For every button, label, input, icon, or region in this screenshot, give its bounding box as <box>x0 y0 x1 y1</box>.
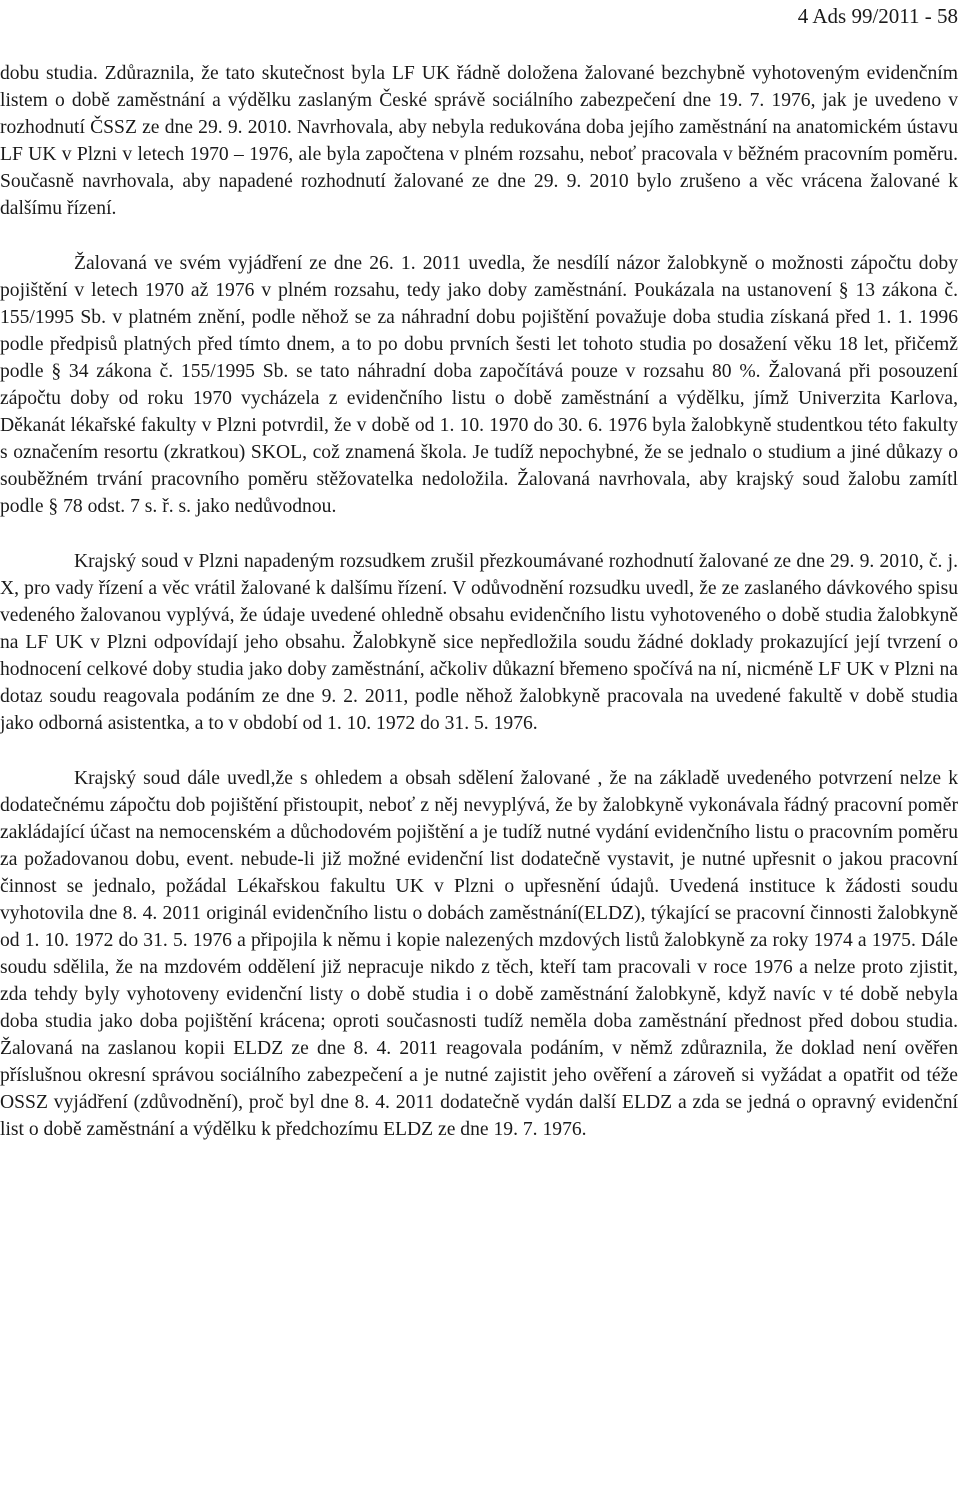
paragraph-1: dobu studia. Zdůraznila, že tato skutečnost byla LF UK řádně doložena žalované bezchybně vyhotoveným evidenčním listem o době zaměstnání a výdělku zaslaným České správě sociálního zabezpečení dne 19. 7. 1976, jak je uvedeno v rozhodnutí ČSSZ ze dne 29. 9. 2010. Navrhovala, aby nebyla redukována doba jejího zaměstnání na anatomickém ústavu LF UK v Plzni v letech 1970 – 1976, ale byla započtena v plném rozsahu, neboť pracovala v běžném pracovním poměru. Současně navrhovala, aby napadené rozhodnutí žalované ze dne 29. 9. 2010 bylo zrušeno a věc vrácena žalované k dalšímu řízení. <box>0 63 958 219</box>
document-body <box>0 60 958 1143</box>
paragraph-2: Žalovaná ve svém vyjádření ze dne 26. 1. 2011 uvedla, že nesdílí názor žalobkyně o možnosti zápočtu doby pojištění v letech 1970 až 1976 v plném rozsahu, tedy jako doby zaměstnání. Poukázala na ustanovení § 13 zákona č. 155/1995 Sb. v platném znění, podle něhož se za náhradní dobu pojištění považuje doba studia získaná před 1. 1. 1996 podle předpisů platných před tímto dnem, a to po dobu prvních šesti let tohoto studia po dosažení věku 18 let, přičemž podle § 34 zákona č. 155/1995 Sb. se tato náhradní doba započítává pouze v rozsahu 80 %. Žalovaná při posouzení zápočtu doby od roku 1970 vycházela z evidenčního listu o době zaměstnání a výdělku, jímž Univerzita Karlova, Děkanát lékařské fakulty v Plzni potvrdil, že v době od 1. 10. 1970 do 30. 6. 1976 byla žalobkyně studentkou této fakulty s označením resortu (zkratkou) SKOL, což znamená škola. Je tudíž nepochybné, že se jednalo o studium a jiné důkazy o souběžném trvání pracovního poměru stěžovatelka nedoložila. Žalovaná navrhovala, aby krajský soud žalobu zamítl podle § 78 odst. 7 s. ř. s. jako nedůvodnou. <box>0 253 958 517</box>
paragraph-4: Krajský soud dále uvedl,že s ohledem a obsah sdělení žalované , že na základě uvedeného potvrzení nelze k dodatečnému zápočtu dob pojištění přistoupit, neboť z něj nevyplývá, že by žalobkyně vykonávala řádný pracovní poměr zakládající účast na nemocenském a důchodovém pojištění a je tudíž nutné vydání evidenčního listu o pracovním poměru za požadovanou dobu, event. nebude-li již možné evidenční list dodatečně vystavit, je nutné upřesnit o jakou pracovní činnost se jednalo, požádal Lékařskou fakultu UK v Plzni o upřesnění údajů. Uvedená instituce k žádosti soudu vyhotovila dne 8. 4. 2011 originál evidenčního listu o dobách zaměstnání(ELDZ), týkající se pracovní činnosti žalobkyně od 1. 10. 1972 do 31. 5. 1976 a připojila k němu i kopie nalezených mzdových listů žalobkyně za roky 1974 a 1975. Dále soudu sdělila, že na mzdovém oddělení již nepracuje nikdo z těch, kteří tam pracovali v roce 1976 a nelze proto zjistit, zda tehdy byly vyhotoveny evidenční listy o době studia i o době zaměstnání žalobkyně, když navíc v té době nebyla doba studia jako doba pojištění krácena; oproti současnosti tudíž neměla doba zaměstnání přednost před dobou studia. Žalovaná na zaslanou kopii ELDZ ze dne 8. 4. 2011 reagovala podáním, v němž zdůraznila, že doklad není ověřen příslušnou okresní správou sociálního zabezpečení a je nutné zajistit jeho ověření a zároveň si vyžádat a opatřit od téže OSSZ vyjádření (zdůvodnění), proč byl dne 8. 4. 2011 dodatečně vydán další ELDZ a zda se jedná o opravný evidenční list o době zaměstnání a výdělku k předchozímu ELDZ ze dne 19. 7. 1976. <box>0 768 958 1140</box>
page-header-reference: 4 Ads 99/2011 - 58 <box>797 4 958 28</box>
paragraph-3: Krajský soud v Plzni napadeným rozsudkem zrušil přezkoumávané rozhodnutí žalované ze dne 29. 9. 2010, č. j. X, pro vady řízení a věc vrátil žalované k dalšímu řízení. V odůvodnění rozsudku uvedl, že ze zaslaného dávkového spisu vedeného žalovanou vyplývá, že údaje uvedené ohledně obsahu evidenčního listu vyhotoveného o době studia žalobkyně na LF UK v Plzni odpovídají jeho obsahu. Žalobkyně sice nepředložila soudu žádné doklady prokazující její tvrzení o hodnocení celkové doby studia jako doby zaměstnání, ačkoliv důkazní břemeno spočívá na ní, nicméně LF UK v Plzni na dotaz soudu reagovala podáním ze dne 9. 2. 2011, podle něhož žalobkyně pracovala na uvedené fakultě v době studia jako odborná asistentka, a to v období od 1. 10. 1972 do 31. 5. 1976. <box>0 551 958 734</box>
